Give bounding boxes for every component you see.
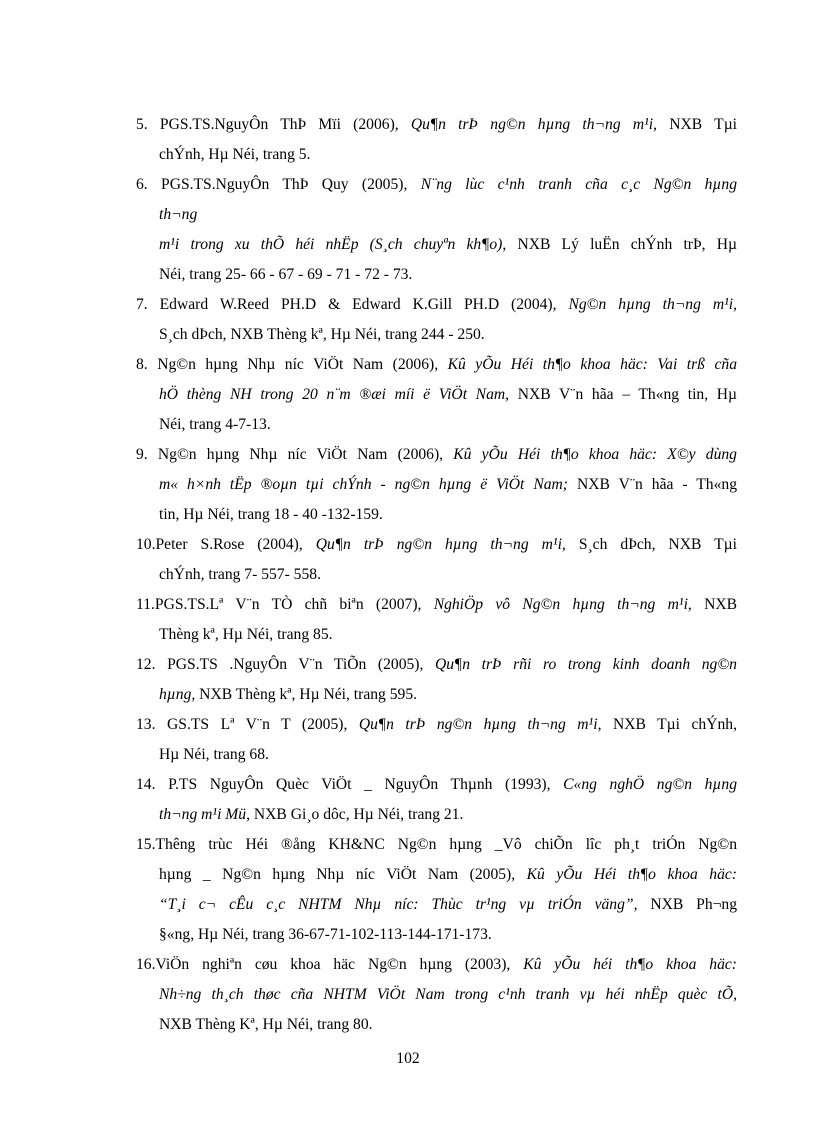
reference-item — [136, 830, 737, 950]
reference-item — [136, 590, 737, 650]
ref-text: 12. PGS.TS .NguyÔn V¨n TiÕn (2005), — [136, 656, 435, 673]
ref-text: Thèng kª, Hµ Néi, trang 85. — [159, 626, 333, 643]
ref-text: hµng _ Ng©n hµng Nhµ níc ViÖt Nam (2005), — [159, 866, 527, 883]
reference-item — [136, 440, 737, 530]
ref-text: 10.Peter S.Rose (2004), — [136, 536, 316, 553]
ref-text: §«ng, Hµ Néi, trang 36-67-71-102-113-144-171-173. — [159, 926, 492, 943]
ref-text: Néi, trang 25- 66 - 67 - 69 - 71 - 72 - 73. — [159, 266, 413, 283]
ref-text: 5. PGS.TS.NguyÔn ThÞ Mïi (2006), — [136, 116, 411, 133]
ref-title: Qu¶n trÞ ng©n hµng th¬ng m¹i — [358, 716, 598, 733]
ref-title: C«ng nghÖ ng©n hµng — [563, 776, 737, 793]
ref-title: th¬ng — [159, 206, 198, 223]
ref-title: hµng, — [159, 686, 196, 703]
ref-text: chÝnh, Hµ Néi, trang 5. — [159, 146, 311, 163]
ref-text: 11.PGS.TS.Lª V¨n TÒ chñ biªn (2007), — [136, 596, 434, 613]
ref-text: , NXB Ph¬ng — [633, 896, 737, 913]
ref-text: tin, Hµ Néi, trang 18 - 40 -132-159. — [159, 506, 383, 523]
reference-item — [136, 650, 737, 710]
ref-text: , NXB Tµi chÝnh, — [597, 716, 737, 733]
ref-title: Nh÷ng th¸ch thøc cña NHTM ViÖt Nam trong c¹nh tranh vµ héi nhËp quèc tÕ, — [159, 986, 737, 1003]
ref-title: hÖ thèng NH trong 20 n¨m ®æi míi ë ViÖt Nam — [159, 386, 506, 403]
reference-item — [136, 350, 737, 440]
page-number: 102 — [396, 1050, 420, 1067]
ref-title: Ng©n hµng th¬ng m¹i — [568, 296, 734, 313]
ref-text: 8. Ng©n hµng Nhµ níc ViÖt Nam (2006), — [136, 356, 448, 373]
ref-text: S¸ch dÞch, NXB Thèng kª, Hµ Néi, trang 244 - 250. — [159, 326, 485, 343]
ref-title: Kû yÕu Héi th¶o khoa häc: — [526, 866, 737, 883]
ref-text: 6. PGS.TS.NguyÔn ThÞ Quy (2005), — [136, 176, 421, 193]
reference-item — [136, 770, 737, 830]
ref-title: Qu¶n trÞ ng©n hµng th¬ng m¹i — [315, 536, 562, 553]
ref-title: Kû yÕu Héi th¶o khoa häc: Vai trß cña — [447, 356, 737, 373]
ref-text: , NXB — [687, 596, 737, 613]
ref-title: m« h×nh tËp ®oµn tµi chÝnh - ng©n hµng ë ViÖt Nam; — [159, 476, 568, 493]
reference-item — [136, 170, 737, 290]
ref-text: chÝnh, trang 7- 557- 558. — [159, 566, 321, 583]
ref-text: , NXB V¨n hãa – Th«ng tin, Hµ — [505, 386, 737, 403]
reference-item — [136, 530, 737, 590]
reference-item — [136, 110, 737, 170]
ref-text: 16.ViÖn nghiªn cøu khoa häc Ng©n hµng (2003), — [136, 956, 524, 973]
ref-title: Qu¶n trÞ ng©n hµng th¬ng m¹i — [410, 116, 654, 133]
ref-text: NXB Thèng Kª, Hµ Néi, trang 80. — [159, 1016, 373, 1033]
ref-title: Kû yÕu Héi th¶o khoa häc: X©y dùng — [453, 446, 737, 463]
ref-text: Hµ Néi, trang 68. — [159, 746, 269, 763]
ref-title: NghiÖp vô Ng©n hµng th¬ng m¹i — [433, 596, 688, 613]
ref-text: Néi, trang 4-7-13. — [159, 416, 271, 433]
ref-text: , — [733, 296, 737, 313]
ref-title: N¨ng lùc c¹nh tranh cña c¸c Ng©n hµng — [420, 176, 737, 193]
ref-text: 15.Thêng trùc Héi ®ång KH&NC Ng©n hµng _Vô chiÕn lîc ph¸t triÓn Ng©n — [136, 836, 737, 853]
ref-title: “T¸i c¬ cÊu c¸c NHTM Nhµ níc: Thùc tr¹ng vµ triÓn väng” — [159, 896, 634, 913]
ref-text: 14. P.TS NguyÔn Quèc ViÖt _ NguyÔn Thµnh (1993), — [136, 776, 564, 793]
ref-text: , NXB Lý luËn chÝnh trÞ, Hµ — [502, 236, 737, 253]
ref-text: 9. Ng©n hµng Nhµ níc ViÖt Nam (2006), — [136, 446, 454, 463]
reference-item — [136, 290, 737, 350]
ref-text: 13. GS.TS Lª V¨n T (2005), — [136, 716, 359, 733]
ref-title: Kû yÕu héi th¶o khoa häc: — [523, 956, 737, 973]
ref-text: , NXB Gi¸o dôc, Hµ Néi, trang 21. — [246, 806, 464, 823]
ref-text: NXB Thèng kª, Hµ Néi, trang 595. — [195, 686, 418, 703]
reference-item — [136, 950, 737, 1040]
ref-title: Qu¶n trÞ rñi ro trong kinh doanh ng©n — [435, 656, 737, 673]
ref-text: , NXB Tµi — [653, 116, 737, 133]
reference-item — [136, 710, 737, 770]
ref-text: , S¸ch dÞch, NXB Tµi — [561, 536, 737, 553]
ref-text: NXB V¨n hãa - Th«ng — [568, 476, 737, 493]
ref-title: th¬ng m¹i Mü — [159, 806, 247, 823]
ref-text: 7. Edward W.Reed PH.D & Edward K.Gill PH.D (2004), — [136, 296, 569, 313]
ref-title: m¹i trong xu thÕ héi nhËp (S¸ch chuyªn kh¶o) — [159, 236, 503, 253]
